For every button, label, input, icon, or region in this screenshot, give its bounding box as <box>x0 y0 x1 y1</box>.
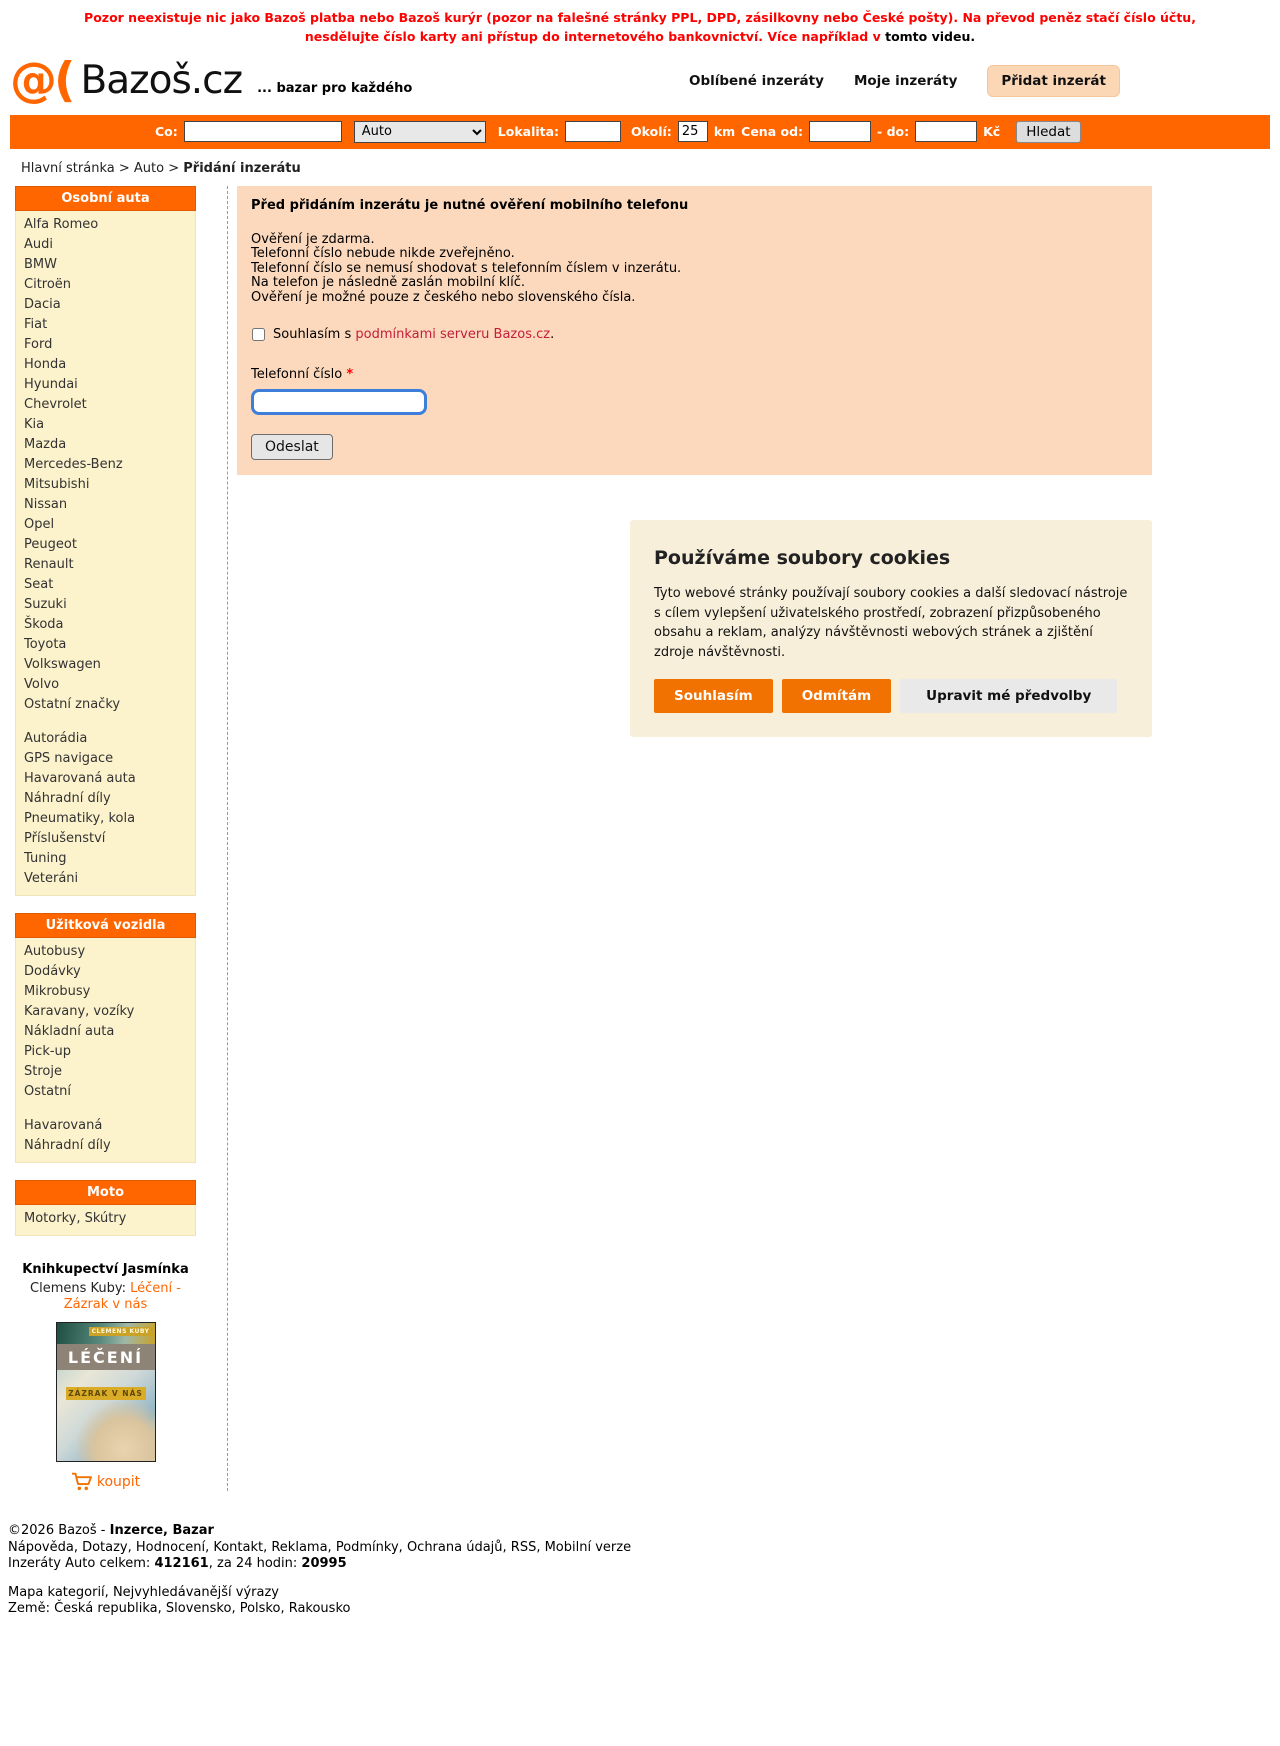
ads-count-line <box>8 1556 1280 1573</box>
radius-unit: km <box>713 124 736 139</box>
sidebar-section-title: Osobní auta <box>15 186 196 211</box>
sidebar-item[interactable]: Seat <box>24 576 54 592</box>
page-tagline: ... bazar pro každého <box>257 81 413 96</box>
sidebar-item[interactable]: Tuning <box>24 850 67 866</box>
bazos-logo[interactable] <box>10 53 243 108</box>
add-ad-button[interactable]: Přidat inzerát <box>987 65 1120 97</box>
nav-favorites-link[interactable]: Oblíbené inzeráty <box>688 72 824 89</box>
book-cover-title: LÉČENÍ <box>57 1344 155 1370</box>
cookie-body: Tyto webové stránky používají soubory cookies a další sledovací nástroje s cílem vylepšení uživatelského prostředí, zobrazení přizpůsobeného obsahu a reklam, analýzy návštěvnosti webových stránek a zjištění zdroje návštěvnosti. <box>654 586 1128 660</box>
verification-panel <box>237 186 1152 476</box>
search-bar <box>10 115 1270 149</box>
cookie-customize-button[interactable]: Upravit mé předvolby <box>900 679 1117 713</box>
footer-link[interactable]: Ochrana údajů , <box>407 1540 511 1555</box>
phone-label <box>251 367 1138 382</box>
content-separator <box>227 186 228 1492</box>
sidebar-item[interactable]: Škoda <box>24 616 64 632</box>
copyright-prefix: ©2026 Bazoš - <box>8 1523 110 1538</box>
sidebar-item[interactable]: Náhradní díly <box>24 790 111 806</box>
totals-prefix: Inzeráty Auto celkem: <box>8 1556 155 1571</box>
cookie-banner <box>630 520 1152 737</box>
sidebar-item[interactable]: Citroën <box>24 276 72 292</box>
count-24h: 20995 <box>301 1556 347 1571</box>
cookie-accept-button[interactable]: Souhlasím <box>654 679 773 713</box>
copyright-line <box>8 1523 1280 1540</box>
book-cover-subtitle: ZÁZRAK V NÁS <box>66 1387 146 1400</box>
agree-suffix: . <box>550 327 555 342</box>
sidebar-item[interactable]: Náhradní díly <box>24 1137 111 1153</box>
map-link[interactable]: Nejvyhledávanější výrazy <box>112 1584 279 1600</box>
sidebar-item[interactable]: Dodávky <box>24 963 81 979</box>
totals-mid: , za 24 hodin: <box>208 1556 302 1571</box>
footer-link[interactable]: RSS , <box>511 1540 545 1555</box>
locality-label: Lokalita: <box>497 124 560 139</box>
sidebar-item[interactable]: Kia <box>24 416 45 432</box>
sidebar-item[interactable]: Alfa Romeo <box>24 216 99 232</box>
category-select[interactable] <box>354 121 486 143</box>
footer-links <box>8 1540 631 1555</box>
map-link[interactable]: Mapa kategorií , <box>8 1585 113 1600</box>
sidebar-item[interactable]: Peugeot <box>24 536 77 552</box>
sidebar-item[interactable]: Ostatní značky <box>24 696 121 712</box>
sidebar-item[interactable]: GPS navigace <box>24 750 114 766</box>
sidebar-section <box>15 913 196 1163</box>
verification-line: Ověření je zdarma. <box>251 231 375 247</box>
price-to-input[interactable] <box>915 121 977 142</box>
book-author: Clemens Kuby: <box>30 1280 131 1296</box>
cookie-title: Používáme soubory cookies <box>654 547 951 569</box>
radius-label: Okolí: <box>631 124 672 139</box>
sidebar-item[interactable]: Volkswagen <box>24 656 101 672</box>
country-links <box>54 1601 350 1616</box>
search-button[interactable]: Hledat <box>1016 121 1080 143</box>
breadcrumb-current: Přidání inzerátu <box>183 160 301 176</box>
locality-input[interactable] <box>565 121 621 142</box>
sidebar-item[interactable]: Honda <box>24 356 67 372</box>
agree-prefix: Souhlasím s <box>273 327 356 342</box>
currency-label: Kč <box>983 124 1001 139</box>
footer-link[interactable]: Hodnocení , <box>136 1540 213 1555</box>
sidebar-item[interactable]: Autorádia <box>24 730 88 746</box>
search-what-label: Co: <box>155 124 178 139</box>
verification-line: Ověření je možné pouze z českého nebo slovenského čísla. <box>251 289 636 305</box>
sidebar-item[interactable]: Ford <box>24 336 53 352</box>
cookie-reject-button[interactable]: Odmítám <box>782 679 891 713</box>
price-from-input[interactable] <box>809 121 871 142</box>
copyright-brand: Inzerce, Bazar <box>109 1523 214 1538</box>
country-link[interactable]: Česká republika , <box>54 1601 166 1616</box>
sidebar-section <box>15 1180 196 1236</box>
sidebar-item[interactable]: Nákladní auta <box>24 1023 115 1039</box>
sidebar-section-title: Užitková vozidla <box>15 913 196 938</box>
sidebar <box>15 186 196 1492</box>
sidebar-item[interactable]: Hyundai <box>24 376 78 392</box>
book-link[interactable]: Léčení - Zázrak v nás <box>63 1280 181 1312</box>
warning-text: Pozor neexistuje nic jako Bazoš platba nebo Bazoš kurýr (pozor na falešné stránky PPL, DPD, zásilkovny nebo České pošty). Na převod peněz stačí číslo účtu, nesdělujte číslo karty ani přístup do internetového bankovnictví. Více například v <box>84 10 1196 44</box>
breadcrumb-category-link[interactable]: Auto <box>133 160 165 176</box>
send-button[interactable]: Odeslat <box>251 434 333 460</box>
buy-row <box>15 1472 196 1491</box>
footer-link[interactable]: Dotazy , <box>82 1540 136 1555</box>
sidebar-item[interactable]: Havarovaná auta <box>24 770 136 786</box>
sidebar-item[interactable]: Audi <box>24 236 53 252</box>
sidebar-item[interactable]: Opel <box>24 516 55 532</box>
sidebar-group-gap <box>16 715 195 729</box>
sidebar-item[interactable]: Mazda <box>24 436 67 452</box>
sidebar-group-gap <box>16 1102 195 1116</box>
warning-period: . <box>970 28 976 44</box>
sidebar-item[interactable]: Volvo <box>24 676 60 692</box>
sidebar-item[interactable]: Mikrobusy <box>24 983 91 999</box>
buy-link[interactable]: koupit <box>96 1473 141 1490</box>
header-nav <box>689 65 1120 97</box>
verification-lines <box>251 233 1138 306</box>
radius-input[interactable] <box>678 121 708 142</box>
sidebar-item[interactable]: Chevrolet <box>24 396 87 412</box>
header <box>0 47 1280 109</box>
country-link[interactable]: Polsko , <box>240 1601 289 1616</box>
price-from-label: Cena od: <box>741 124 804 139</box>
sidebar-item[interactable]: Karavany, vozíky <box>24 1003 135 1019</box>
sidebar-item[interactable]: Suzuki <box>24 596 67 612</box>
sidebar-item[interactable]: BMW <box>24 256 57 272</box>
sidebar-item[interactable]: Motorky, Skútry <box>24 1210 127 1226</box>
agree-checkbox[interactable] <box>252 328 265 341</box>
country-link[interactable]: Slovensko , <box>166 1601 240 1616</box>
terms-link[interactable]: podmínkami serveru Bazos.cz <box>355 327 551 342</box>
agree-row <box>251 327 1138 342</box>
main <box>237 186 1152 738</box>
sidebar-item[interactable]: Stroje <box>24 1063 62 1079</box>
breadcrumb-separator: > <box>168 160 180 176</box>
footer-link[interactable]: Kontakt , <box>213 1540 271 1555</box>
sidebar-item[interactable]: Autobusy <box>24 943 86 959</box>
verification-line: Telefonní číslo nebude nikde zveřejněno. <box>251 246 515 261</box>
sidebar-item[interactable]: Dacia <box>24 296 61 312</box>
agree-label <box>273 327 554 342</box>
sidebar-item[interactable]: Mitsubishi <box>24 476 90 492</box>
price-to-label: - do: <box>877 124 910 139</box>
book-ad <box>15 1262 196 1492</box>
sidebar-item[interactable]: Havarovaná <box>24 1117 103 1133</box>
footer-link[interactable]: Nápověda , <box>8 1540 82 1555</box>
cookie-buttons <box>654 679 1128 713</box>
sidebar-item[interactable]: Ostatní <box>24 1083 72 1099</box>
search-what-input[interactable] <box>184 121 342 142</box>
breadcrumb <box>0 149 1280 176</box>
sidebar-item[interactable]: Nissan <box>24 496 68 512</box>
sidebar-item[interactable]: Renault <box>24 556 74 572</box>
sidebar-item[interactable]: Veteráni <box>24 870 79 886</box>
phone-label-text: Telefonní číslo <box>251 367 347 382</box>
cart-icon <box>71 1472 92 1491</box>
logo-text: Bazoš.cz <box>80 58 243 103</box>
sidebar-section-title: Moto <box>15 1180 196 1205</box>
country-link[interactable]: Rakousko <box>288 1601 351 1616</box>
footer-link[interactable]: Mobilní verze <box>544 1539 632 1555</box>
countries-line <box>8 1601 1280 1618</box>
verification-line: Na telefon je následně zaslán mobilní klíč. <box>251 275 526 290</box>
total-count: 412161 <box>154 1556 209 1571</box>
video-link[interactable]: tomto videu <box>885 28 971 44</box>
sidebar-sections <box>15 186 196 1236</box>
map-links <box>8 1585 279 1600</box>
book-author-line <box>15 1281 196 1314</box>
sidebar-item[interactable]: Fiat <box>24 316 48 332</box>
logo-at-icon: @( <box>10 53 73 108</box>
verification-title: Před přidáním inzerátu je nutné ověření mobilního telefonu <box>251 197 689 213</box>
sidebar-item[interactable]: Mercedes-Benz <box>24 456 123 472</box>
nav-my-ads-link[interactable]: Moje inzeráty <box>853 72 958 89</box>
book-cover-art <box>77 1401 155 1461</box>
breadcrumb-separator: > <box>118 160 130 176</box>
top-warning <box>0 0 1280 47</box>
book-cover-author: CLEMENS KUBY <box>89 1327 153 1336</box>
countries-label: Země: <box>8 1601 55 1616</box>
breadcrumb-home-link[interactable]: Hlavní stránka <box>21 160 115 176</box>
sidebar-item[interactable]: Pick-up <box>24 1043 72 1059</box>
book-shop-title: Knihkupectví Jasmínka <box>22 1261 189 1277</box>
content <box>0 176 1280 1492</box>
sidebar-item[interactable]: Toyota <box>24 636 67 652</box>
book-cover[interactable] <box>56 1322 156 1462</box>
footer-link[interactable]: Reklama , <box>271 1540 335 1555</box>
verification-line: Telefonní číslo se nemusí shodovat s telefonním číslem v inzerátu. <box>251 260 682 276</box>
sidebar-item[interactable]: Pneumatiky, kola <box>24 810 136 826</box>
sidebar-item[interactable]: Příslušenství <box>24 830 106 846</box>
phone-input[interactable] <box>251 389 427 415</box>
required-asterisk: * <box>346 367 354 382</box>
footer <box>0 1523 1280 1638</box>
footer-link[interactable]: Podmínky , <box>336 1540 407 1555</box>
sidebar-section <box>15 186 196 896</box>
